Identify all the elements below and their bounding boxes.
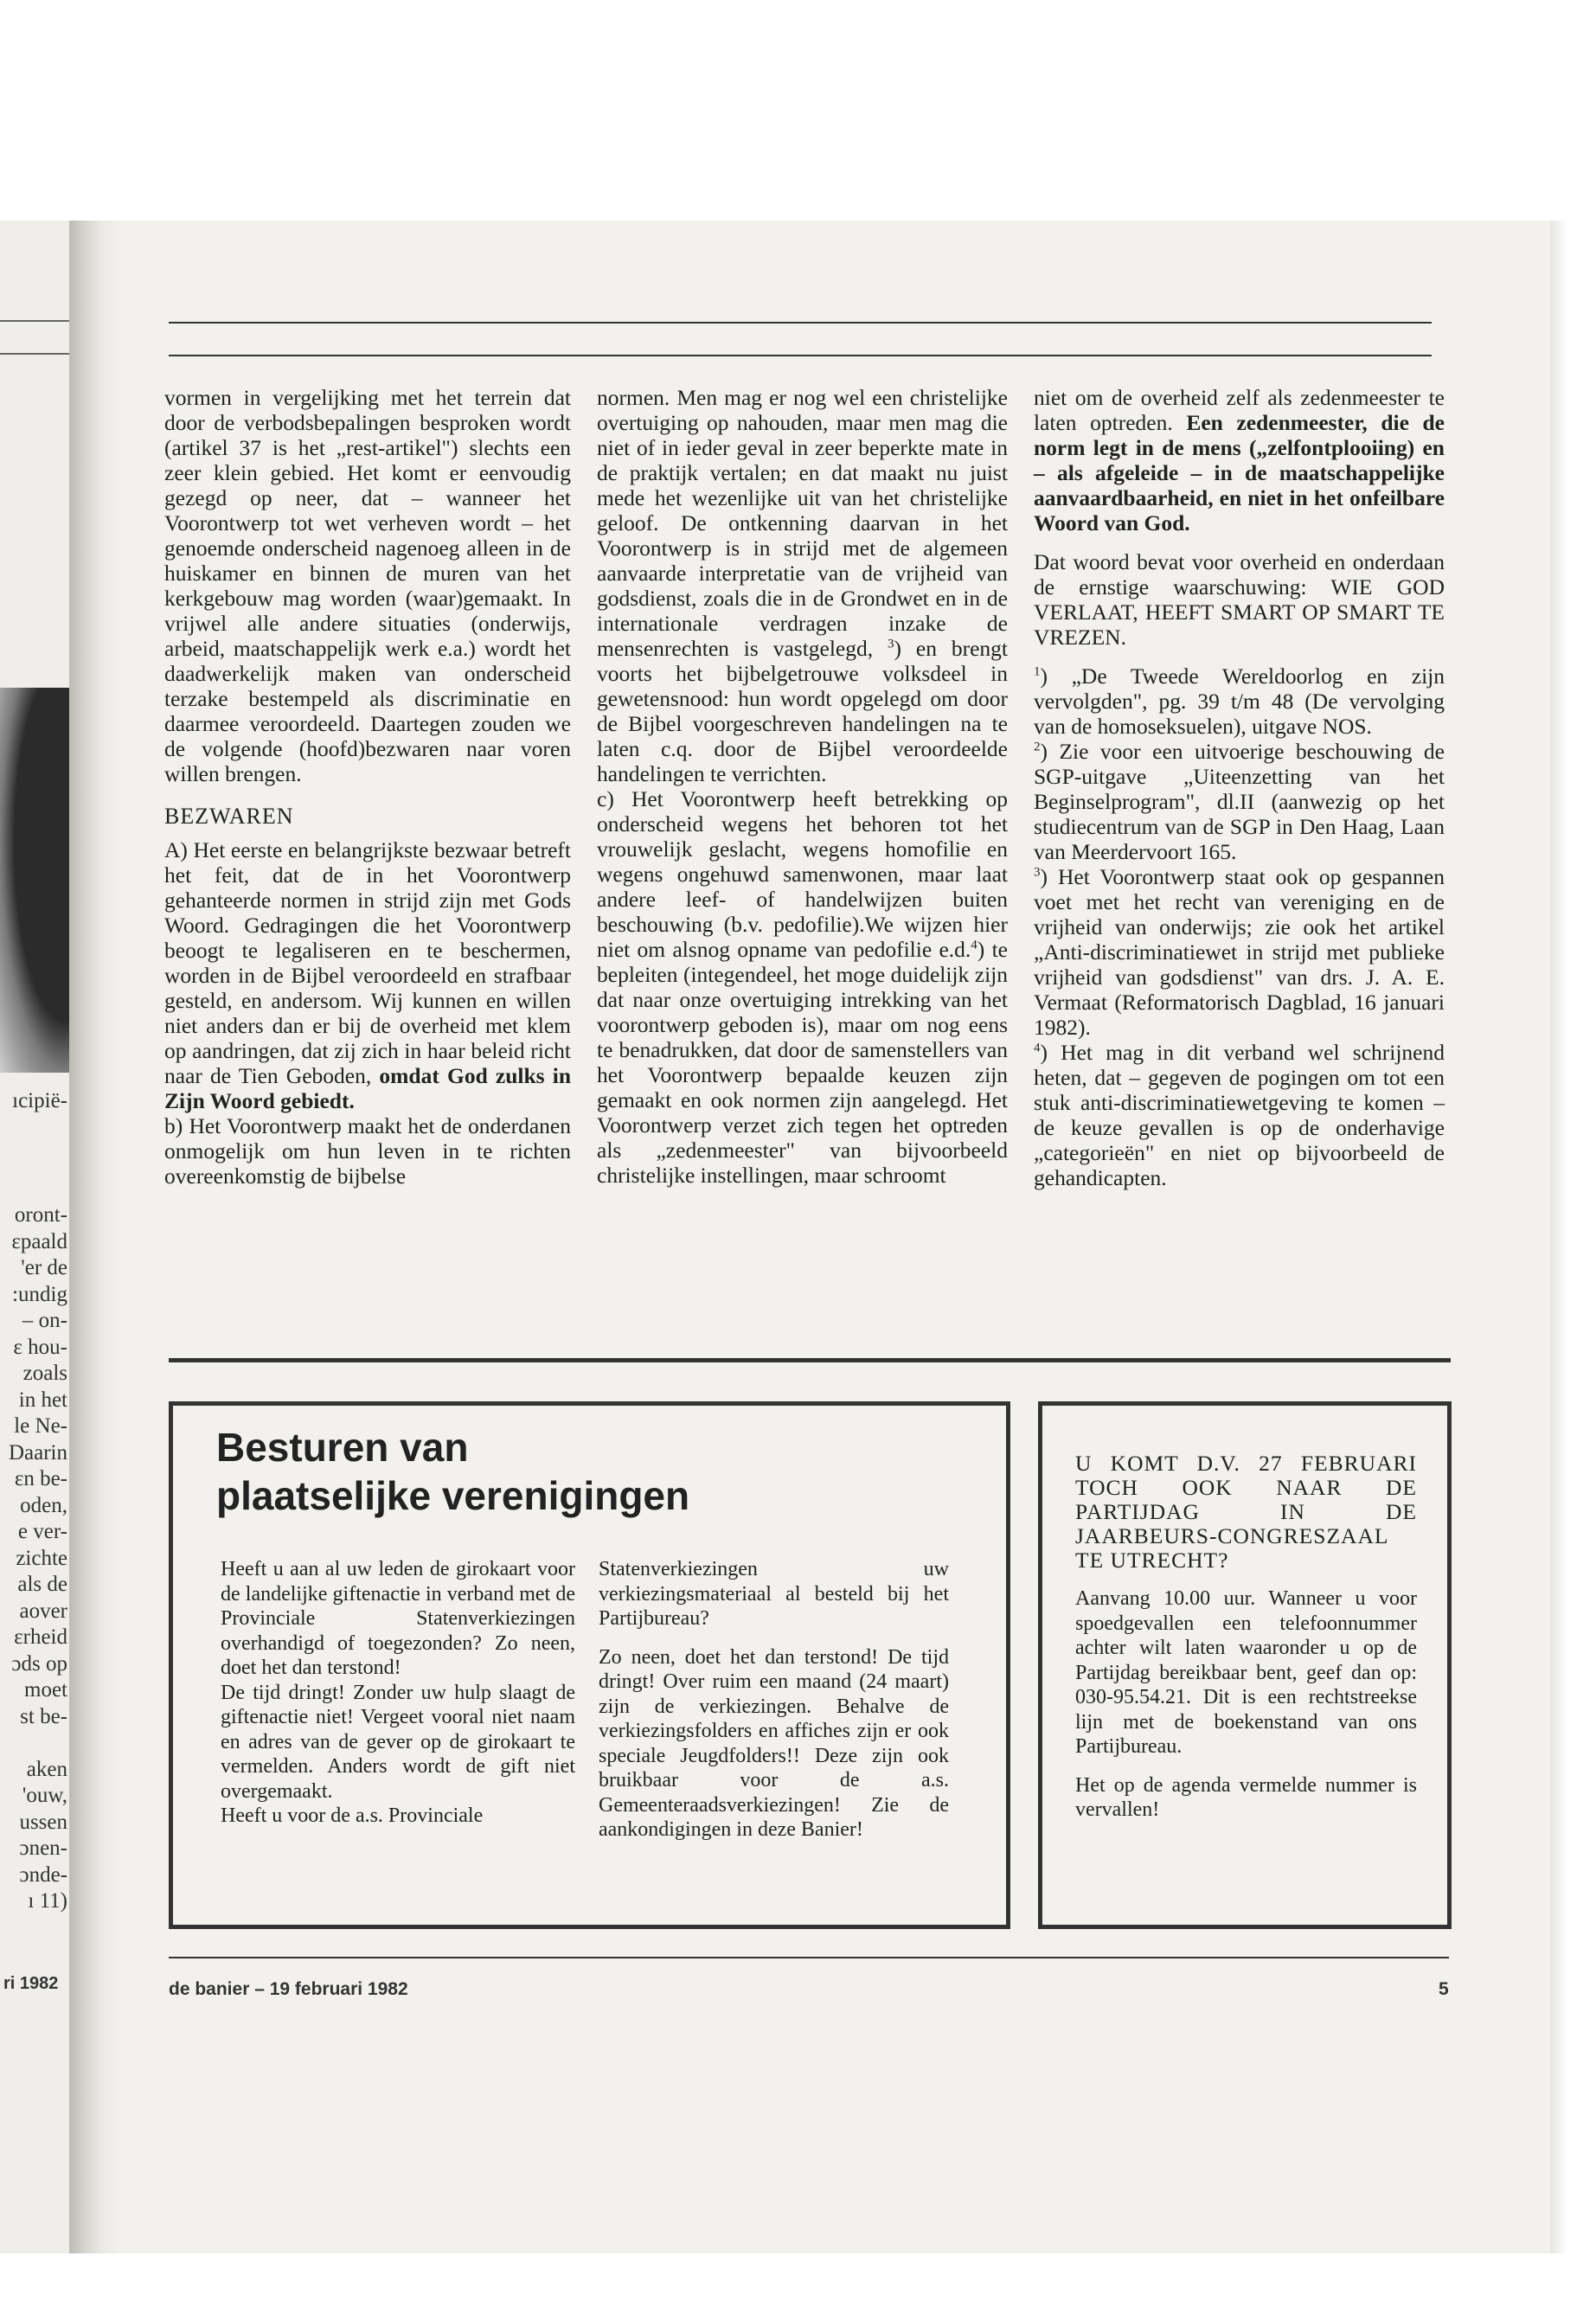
adjacent-page-line: st be- [20, 1704, 67, 1728]
adjacent-page-line: oden, [20, 1493, 67, 1517]
adjacent-page-line: aover [19, 1599, 67, 1623]
publication-footer: de banier – 19 februari 1982 [169, 1979, 408, 1999]
adjacent-page-rule [0, 353, 69, 355]
adjacent-page-line: zichte [16, 1546, 67, 1570]
adjacent-page-line: moet [24, 1678, 67, 1702]
adjacent-page-line: le Ne- [14, 1414, 67, 1438]
footer-rule [169, 1957, 1449, 1958]
footnote-3: $^3$) Het Voorontwerp staat ook op gespannen voet met het recht van vereniging en de vrijheid van onderwijs; zie ook het artikel „Anti-discriminatiewet in strijd met publieke vrijheid van godsdienst" van drs. J. A. E. Vermaat (Reformatorisch Dagblad, 16 januari 1982). [1034, 864, 1445, 1040]
adjacent-page-photo [0, 688, 69, 1073]
adjacent-page-line: als de [17, 1573, 67, 1596]
adjacent-page-text [0, 1202, 67, 1915]
box-paragraph: Heeft u aan al uw leden de girokaart voor de landelijke giftenactie in verband met de Provinciale Statenverkiezingen overhandigd of toegezonden? Zo neen, doet het dan terstond! [221, 1558, 575, 1679]
article-paragraph: niet om de overheid zelf als zedenmeester te laten optreden. Een zedenmeester, die de norm legt in de mens („zelfontplooiing) en – als afgeleide – in de maatschappelijke aanvaardbaarheid, en niet in het onfeilbare Woord van God. [1034, 385, 1445, 535]
adjacent-page-line: 'er de [21, 1256, 67, 1279]
section-divider [169, 1358, 1451, 1362]
box-paragraph: Statenverkiezingen uw verkiezingsmateriaal al besteld bij het Partijbureau? [599, 1558, 949, 1630]
adjacent-page-caption: ıcipië- [12, 1089, 67, 1112]
adjacent-page-line: ɔnen- [19, 1836, 67, 1860]
article-paragraph: vormen in vergelijking met het terrein dat door de verbodsbepalingen besproken wordt (artikel 37 is het „rest-artikel") slechts een zeer klein gebied. Het komt er eenvoudig gezegd op neer, dat – wanneer het Voorontwerp tot wet verheven wordt – het genoemde onderscheid nagenoeg alleen in de huiskamer en binnen de muren van het kerkgebouw mag worden (waar)gemaakt. In vrijwel alle andere situaties (onderwijs, arbeid, maatschappelijk werk e.a.) wordt het daadwerkelijk maken van onderscheid terzake bestempeld als discriminatie en daarmee veroordeeld. Daartegen zouden we de volgende (hoofd)bezwaren naar voren willen brengen. [164, 385, 571, 786]
adjacent-page-line: ɔds op [11, 1651, 67, 1676]
box-column-2 [599, 1557, 949, 1843]
box-paragraph: Heeft u voor de a.s. Provinciale [221, 1804, 484, 1827]
article-paragraph: A) Het eerste en belangrijkste bezwaar betreft het feit, dat de in het Voorontwerp gehanteerde normen in strijd zijn met Gods Woord. Gedragingen die het Voorontwerp beoogt te legaliseren en te beschermen, worden in de Bijbel veroordeeld en strafbaar gesteld, en andersom. Wij kunnen en willen niet anders dan er bij de overheid met klem op aandringen, dat zij zich in haar beleid richt naar de Tien Geboden, omdat God zulks in Zijn Woord gebiedt. [164, 837, 572, 1113]
section-heading: BEZWAREN [164, 804, 294, 829]
adjacent-page-line: ɛ hou- [13, 1335, 67, 1359]
adjacent-page-line: ı 11) [28, 1889, 67, 1913]
page-edge [1550, 221, 1567, 2253]
adjacent-page-line: ɛpaald [11, 1229, 67, 1253]
partijdag-heading: U KOMT D.V. 27 FEBRUARI TOCH OOK NAAR DE PARTIJDAG IN DE JAARBEURS-CONGRESZAAL TE UTRECHT? [1075, 1451, 1417, 1573]
adjacent-page-line [0, 1730, 67, 1757]
article-paragraph: Dat woord bevat voor overheid en onderdaan de ernstige waarschuwing: WIE GOD VERLAAT, HEEFT SMART OP SMART TE VREZEN. [1034, 549, 1445, 650]
box-paragraph: Het op de agenda vermelde nummer is vervallen! [1075, 1773, 1417, 1821]
box-column-1 [221, 1557, 575, 1829]
adjacent-page-line: zoals [22, 1362, 67, 1385]
box-paragraph: Zo neen, doet het dan terstond! De tijd dringt! Over ruim een maand (24 maart) zijn de verkiezingen. Behalve de verkiezingsfolders en affiches zijn er ook speciale Jeugdfolders!! Deze zijn ook bruikbaar voor de a.s. Gemeenteraadsverkiezingen! Zie de aankondigingen in deze Banier! [599, 1645, 949, 1841]
adjacent-page-footer: ri 1982 [3, 1974, 59, 1993]
adjacent-page-line: :undig [12, 1282, 67, 1306]
adjacent-page-line: ɛrheid [14, 1625, 67, 1649]
article-paragraph: b) Het Voorontwerp maakt het de onderdanen onmogelijk om hun leven in te richten overeenkomstig de bijbelse [164, 1113, 571, 1189]
adjacent-page-line: aken [26, 1757, 67, 1781]
adjacent-page-line: ɔnde- [19, 1862, 67, 1887]
page-number: 5 [1439, 1979, 1449, 1999]
announcement-box-besturen [169, 1401, 1010, 1929]
box-title: Besturen van plaatselijke verenigingen [216, 1425, 690, 1518]
announcement-box-partijdag [1038, 1401, 1452, 1929]
footnote-1: $^1$) „De Tweede Wereldoorlog en zijn vervolgden", pg. 39 t/m 48 (De vervolging van de homoseksuelen), uitgave NOS. [1034, 663, 1445, 739]
adjacent-page-line: ɛn be- [14, 1467, 67, 1490]
adjacent-page-line: Daarin [8, 1440, 67, 1465]
header-rule [169, 355, 1432, 356]
box-paragraph: De tijd dringt! Zonder uw hulp slaagt de giftenactie niet! Vergeet vooral niet naam en adres van de gever op de girokaart te vermelden. Anders wordt de gift niet overgemaakt. [221, 1681, 575, 1803]
adjacent-page-line: oront- [14, 1203, 67, 1227]
article-column-2 [597, 385, 1008, 1188]
article-column-1 [164, 385, 571, 1189]
box-paragraph: Aanvang 10.00 uur. Wanneer u voor spoedgevallen een telefoonnummer achter wilt laten waaronder u op de Partijdag bereikbaar bent, geef dan op: 030-95.54.21. Dit is een rechtstreekse lijn met de boekenstand van ons Partijbureau. [1075, 1587, 1417, 1758]
article-column-3 [1034, 385, 1445, 1190]
adjacent-page-line: ussen [19, 1810, 67, 1834]
adjacent-page-line: 'ouw, [22, 1784, 67, 1807]
adjacent-page-line: in het [18, 1388, 67, 1412]
article-paragraph: c) Het Voorontwerp heeft betrekking op onderscheid wegens het behoren tot het vrouwelijk geslacht, wegens homofilie en wegens ongehuwd samenwonen, maar laat andere leef- of handelwijzen buiten beschouwing (b.v. pedofilie).We wijzen hier niet om alsnog opname van pedofilie e.d.$^4$) te bepleiten (integendeel, het moge duidelijk zijn dat naar onze overtuiging intrekking van het voorontwerp geboden is), maar om nog eens te benadrukken, dat door de samenstellers van het Voorontwerp bepaalde keuzen zijn gemaakt en ook normen zijn aangelegd. Het Voorontwerp verzet zich tegen het optreden als „zedenmeester" van bijvoorbeeld christelijke instellingen, maar schroomt [597, 786, 1008, 1188]
adjacent-page-line: e ver- [17, 1520, 67, 1543]
footnote-2: $^2$) Zie voor een uitvoerige beschouwing de SGP-uitgave „Uiteenzetting van het Beginselprogram", dl.II (aanwezig op het studiecentrum van de SGP in Den Haag, Laan van Meerdervoort 165. [1034, 739, 1445, 864]
adjacent-page-line: – on- [22, 1309, 67, 1332]
partijdag-text [1075, 1452, 1417, 1823]
article-paragraph: normen. Men mag er nog wel een christelijke overtuiging op nahouden, maar men mag die niet of in ieder geval in zeer beperkte mate in de praktijk vertalen; en dat maakt nu juist mede het wezenlijke uit van het christelijke geloof. De ontkenning daarvan in het Voorontwerp is in strijd met de algemeen aanvaarde interpretatie van de vrijheid van godsdienst, zoals die in de Grondwet en in de internationale verdragen inzake de mensenrechten is vastgelegd, $^3$) en brengt voorts het bijbelgetrouwe volksdeel in gewetensnood: hun wordt opgelegd om door de Bijbel voorgeschreven handelingen na te laten c.q. door de Bijbel veroordeelde handelingen te verrichten. [597, 385, 1008, 786]
adjacent-page-rule [0, 320, 69, 322]
header-rule [169, 322, 1432, 324]
page-gutter [69, 221, 121, 2253]
footnote-4: $^4$) Het mag in dit verband wel schrijnend heten, dat – gegeven de pogingen om tot een stuk anti-discriminatiewetgeving te komen – de keuze gevallen is op de onderhavige „categorieën" en niet op bijvoorbeeld de gehandicapten. [1034, 1040, 1445, 1190]
